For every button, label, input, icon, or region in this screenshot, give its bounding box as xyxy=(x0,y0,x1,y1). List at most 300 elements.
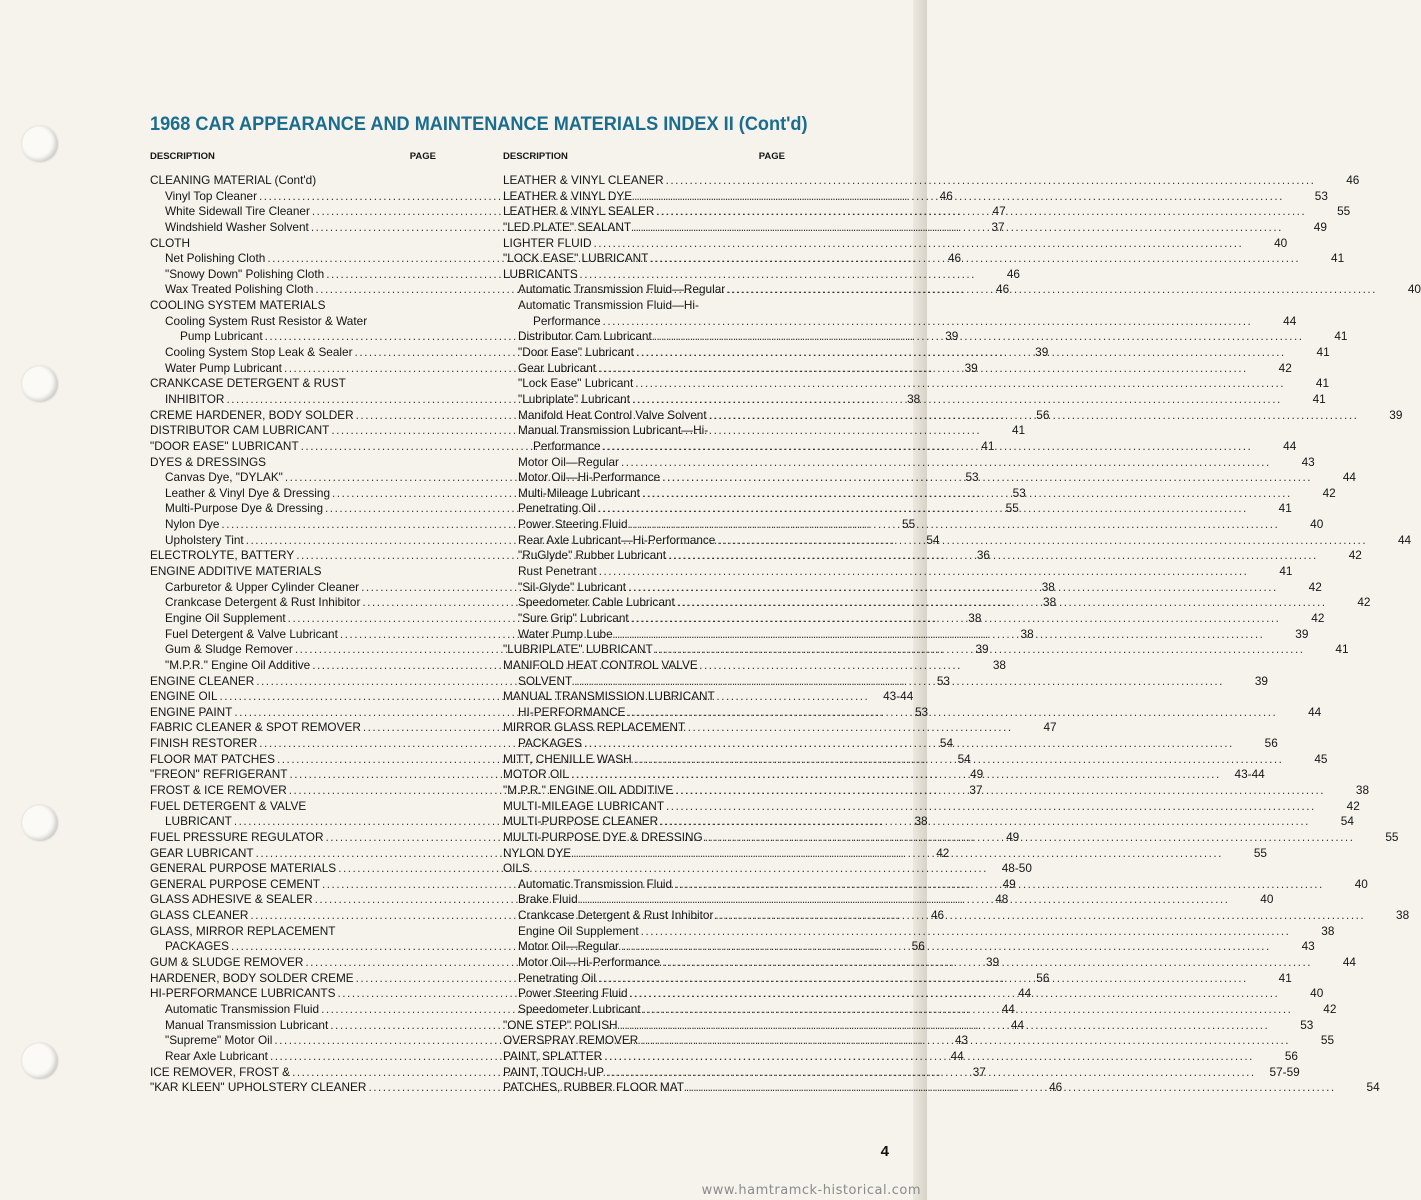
entry-page: 46 xyxy=(1006,266,1020,281)
entry-description: COOLING SYSTEM MATERIALS xyxy=(150,298,326,313)
dot-leader xyxy=(675,783,1325,799)
dot-leader xyxy=(598,971,1248,987)
entry-description: DYES & DRESSINGS xyxy=(150,454,267,469)
entry-description: Water Pump Lubricant xyxy=(165,360,282,375)
dot-leader xyxy=(677,595,1327,611)
entry-description: ENGINE PAINT xyxy=(150,704,233,719)
entry-page: 42 xyxy=(1346,798,1360,813)
entry-description: Power Steering Fluid xyxy=(518,517,628,532)
entry-page: 53 xyxy=(915,704,929,719)
dot-leader xyxy=(715,908,1365,924)
entry-description: "Door Ease" Lubricant xyxy=(518,345,634,360)
entry-description: White Sidewall Tire Cleaner xyxy=(165,204,310,219)
entry-page: 43 xyxy=(1301,454,1315,469)
index-entry xyxy=(150,236,440,252)
entry-page: 54 xyxy=(939,736,954,751)
index-entry xyxy=(150,314,440,330)
entry-page: 56 xyxy=(1264,736,1278,751)
entry-page: 57-59 xyxy=(1269,1064,1300,1079)
entry-description: Manual Transmission Lubricant—Hi- xyxy=(518,423,709,438)
entry-page: 56 xyxy=(1036,407,1050,422)
dot-leader xyxy=(666,173,1316,189)
entry-page: 45 xyxy=(1314,751,1328,766)
entry-page: 40 xyxy=(1310,986,1324,1001)
entry-description: LEATHER & VINYL DYE xyxy=(503,188,633,203)
entry-description: Multi-Mileage Lubricant xyxy=(518,485,640,500)
entry-page: 55 xyxy=(1385,829,1399,844)
binder-hole xyxy=(22,126,58,162)
entry-page: 44 xyxy=(1010,1017,1025,1032)
entry-description: Manual Transmission Lubricant xyxy=(165,1017,329,1032)
dot-leader xyxy=(615,627,1265,643)
entry-description: Automatic Transmission Fluid xyxy=(518,876,673,891)
entry-page: 44 xyxy=(1308,704,1322,719)
entry-description: FROST & ICE REMOVER xyxy=(150,782,287,797)
index-entry xyxy=(503,313,1297,330)
entry-page: 40 xyxy=(1407,282,1421,297)
entry-page: 43 xyxy=(1301,939,1315,954)
dot-leader xyxy=(571,767,1221,783)
entry-page: 38 xyxy=(1396,908,1410,923)
index-entry xyxy=(503,689,789,705)
entry-description: MIRROR GLASS REPLACEMENT xyxy=(503,720,686,735)
entry-description: FLOOR MAT PATCHES xyxy=(150,751,275,766)
entry-description: "Supreme" Motor Oil xyxy=(165,1033,273,1048)
entry-description: MULTI-MILEAGE LUBRICANT xyxy=(503,798,665,813)
entry-description: "KAR KLEEN" UPHOLSTERY CLEANER xyxy=(150,1080,367,1095)
entry-description: OILS xyxy=(503,861,530,876)
entry-description: Engine Oil Supplement xyxy=(518,923,639,938)
index-entry xyxy=(503,173,1360,189)
entry-description: "LUBRIPLATE" LUBRICANT xyxy=(503,642,653,657)
entry-description: Rear Axle Lubricant xyxy=(165,1048,268,1063)
entry-page: 42 xyxy=(1348,548,1362,563)
entry-page: 55 xyxy=(902,517,916,532)
dot-leader xyxy=(628,705,1278,721)
entry-description: "LED PLATE" SEALANT xyxy=(503,219,632,234)
entry-page: 48 xyxy=(995,892,1009,907)
entry-page: 40 xyxy=(1260,892,1274,907)
entry-page: 55 xyxy=(1337,204,1351,219)
page-header: PAGE xyxy=(758,151,785,162)
entry-description: ENGINE ADDITIVE MATERIALS xyxy=(150,564,322,579)
binder-hole xyxy=(22,1043,58,1079)
entry-page: 49 xyxy=(1002,876,1016,891)
entry-page: 39 xyxy=(975,642,989,657)
dot-leader xyxy=(717,533,1367,549)
entry-description: Manifold Heat Control Valve Solvent xyxy=(518,407,707,422)
entry-description: Crankcase Detergent & Rust Inhibitor xyxy=(165,595,361,610)
entry-description: Nylon Dye xyxy=(165,517,220,532)
watermark: www.hamtramck-historical.com xyxy=(701,1183,921,1198)
entry-page: 41 xyxy=(981,438,995,453)
entry-description: "Sure Grip" Lubricant xyxy=(518,610,629,625)
entry-description: CRANKCASE DETERGENT & RUST xyxy=(150,376,346,391)
entry-page: 42 xyxy=(936,845,950,860)
entry-description: PAINT, SPLATTER xyxy=(503,1048,603,1063)
column-header xyxy=(503,150,789,173)
entry-page: 49 xyxy=(1313,219,1327,234)
entry-page: 38 xyxy=(1020,626,1034,641)
entry-description: LIGHTER FLUID xyxy=(503,235,592,250)
entry-description: Fuel Detergent & Valve Lubricant xyxy=(165,626,338,641)
entry-description: LUBRICANT xyxy=(165,814,232,829)
entry-description: MITT, CHENILLE WASH xyxy=(503,751,632,766)
entry-page: 39 xyxy=(1035,345,1049,360)
entry-description: Water Pump Lube xyxy=(518,626,613,641)
entry-page: 36 xyxy=(976,548,990,563)
entry-page: 44 xyxy=(1283,438,1297,453)
entry-description: LEATHER & VINYL CLEANER xyxy=(503,173,664,187)
entry-description: CLEANING MATERIAL (Cont'd) xyxy=(150,173,317,187)
entry-description: Multi-Purpose Dye & Dressing xyxy=(165,501,324,516)
entry-page: 46 xyxy=(1049,1080,1063,1095)
entry-page: 53 xyxy=(936,673,950,688)
entry-page: 55 xyxy=(1253,845,1267,860)
entry-page: 39 xyxy=(1389,407,1403,422)
index-entry xyxy=(503,720,789,736)
entry-page: 46 xyxy=(930,908,945,923)
entry-description: "M.P.R." Engine Oil Additive xyxy=(165,657,311,672)
dot-leader xyxy=(660,814,1310,830)
index-entry xyxy=(503,923,1335,940)
entry-description: Speedometer Cable Lubricant xyxy=(518,595,675,610)
entry-description: Penetrating Oil xyxy=(518,970,597,985)
entry-description: PACKAGES xyxy=(518,736,583,751)
entry-description: MANIFOLD HEAT CONTROL VALVE xyxy=(503,657,698,672)
entry-description: SOLVENT xyxy=(518,673,573,688)
entry-description: NYLON DYE xyxy=(503,845,572,860)
dot-leader xyxy=(631,611,1281,627)
entry-description: GLASS CLEANER xyxy=(150,908,249,923)
entry-description: "LOCK EASE" LUBRICANT xyxy=(503,251,649,266)
entry-description: LEATHER & VINYL SEALER xyxy=(503,204,655,219)
dot-leader xyxy=(656,204,1306,220)
entry-page: 56 xyxy=(911,939,925,954)
entry-description: PACKAGES xyxy=(165,939,230,954)
entry-page: 44 xyxy=(1018,986,1032,1001)
entry-description: "Lubriplate" Lubricant xyxy=(518,391,630,406)
entry-description: ENGINE CLEANER xyxy=(150,673,255,688)
description-header: DESCRIPTION xyxy=(503,151,568,162)
dot-leader xyxy=(668,548,1318,564)
entry-description: Vinyl Top Cleaner xyxy=(165,188,258,203)
dot-leader xyxy=(594,236,1244,252)
index-entry xyxy=(150,298,440,314)
entry-page: 41 xyxy=(1335,642,1349,657)
entry-page: 40 xyxy=(1310,517,1324,532)
dot-leader xyxy=(674,877,1324,893)
entry-page: 44 xyxy=(1001,1001,1015,1016)
entry-description: Canvas Dye, "DYLAK" xyxy=(165,470,283,485)
dot-leader xyxy=(727,282,1377,298)
index-entry xyxy=(503,861,789,877)
entry-page: 40 xyxy=(1354,876,1368,891)
entry-page: 53 xyxy=(1314,188,1328,203)
index-entry xyxy=(503,423,789,439)
entry-page: 40 xyxy=(1274,235,1288,250)
dot-leader xyxy=(603,439,1253,455)
entry-description: DISTRIBUTOR CAM LUBRICANT xyxy=(150,423,330,438)
entry-page: 56 xyxy=(1036,970,1050,985)
entry-description: Rust Penetrant xyxy=(518,564,597,579)
entry-page: 39 xyxy=(964,360,978,375)
entry-description: GLASS, MIRROR REPLACEMENT xyxy=(150,923,336,938)
entry-page: 41 xyxy=(1278,501,1292,516)
entry-page: 41 xyxy=(1334,329,1348,344)
entry-description: FINISH RESTORER xyxy=(150,736,258,751)
index-entry xyxy=(503,564,1293,580)
entry-description: Cooling System Stop Leak & Sealer xyxy=(165,345,353,360)
entry-page: 41 xyxy=(1331,251,1345,266)
entry-page: 38 xyxy=(907,391,921,406)
entry-description: MULTI-PURPOSE CLEANER xyxy=(503,814,659,829)
entry-description: Gear Lubricant xyxy=(518,360,597,375)
entry-description: "ONE STEP" POLISH xyxy=(503,1017,618,1032)
dot-leader xyxy=(643,1002,1293,1018)
index-entry xyxy=(503,267,789,283)
entry-page: 41 xyxy=(1312,391,1326,406)
entry-description: PATCHES, RUBBER FLOOR MAT xyxy=(503,1080,684,1095)
entry-description: Windshield Washer Solvent xyxy=(165,219,309,234)
entry-description: Upholstery Tint xyxy=(165,532,244,547)
entry-description: CREME HARDENER, BODY SOLDER xyxy=(150,407,354,422)
dot-leader xyxy=(620,1018,1270,1034)
entry-page: 38 xyxy=(914,814,928,829)
dot-leader xyxy=(642,486,1292,502)
entry-page: 44 xyxy=(1342,470,1356,485)
page-header: PAGE xyxy=(409,151,436,162)
index-entry xyxy=(150,376,440,392)
dot-leader xyxy=(599,564,1249,580)
dot-leader xyxy=(632,392,1282,408)
entry-page: 39 xyxy=(945,329,959,344)
entry-description: Automatic Transmission Fluid xyxy=(165,1001,320,1016)
entry-page: 42 xyxy=(1311,610,1325,625)
entry-description: Leather & Vinyl Dye & Dressing xyxy=(165,485,331,500)
dot-leader xyxy=(598,361,1248,377)
dot-leader xyxy=(635,376,1285,392)
entry-description: GLASS ADHESIVE & SEALER xyxy=(150,892,313,907)
entry-page: 54 xyxy=(1366,1080,1380,1095)
entry-description: Speedometer Lubricant xyxy=(518,1001,641,1016)
entry-description: Cooling System Rust Resistor & Water xyxy=(165,313,368,328)
dot-leader xyxy=(630,517,1280,533)
page-title: 1968 CAR APPEARANCE AND MAINTENANCE MATERIALS INDEX II (Cont'd) xyxy=(150,113,808,135)
dot-leader xyxy=(705,830,1355,846)
entry-page: 38 xyxy=(1041,579,1055,594)
entry-page: 54 xyxy=(1340,814,1354,829)
dot-leader xyxy=(655,642,1305,658)
entry-page: 41 xyxy=(1315,376,1330,391)
dot-leader xyxy=(650,251,1300,267)
index-entry xyxy=(150,799,440,815)
entry-description: Engine Oil Supplement xyxy=(165,610,286,625)
dot-leader xyxy=(640,1033,1290,1049)
entry-page: 38 xyxy=(1355,782,1370,797)
dot-leader xyxy=(636,345,1286,361)
entry-description: HARDENER, BODY SOLDER CREME xyxy=(150,970,354,985)
dot-leader xyxy=(628,580,1278,596)
entry-description: FUEL PRESSURE REGULATOR xyxy=(150,829,324,844)
entry-page: 37 xyxy=(969,782,983,797)
entry-page: 48-50 xyxy=(1001,861,1032,876)
dot-leader xyxy=(584,736,1234,752)
entry-page: 42 xyxy=(1322,485,1336,500)
entry-page: 55 xyxy=(1005,501,1019,516)
dot-leader xyxy=(666,799,1316,815)
entry-page: 38 xyxy=(992,657,1006,672)
entry-description: CLOTH xyxy=(150,235,190,250)
binder-hole xyxy=(22,805,58,841)
entry-page: 39 xyxy=(1295,626,1309,641)
entry-page: 43-44 xyxy=(883,689,914,704)
dot-leader xyxy=(580,892,1230,908)
entry-description: FABRIC CLEANER & SPOT REMOVER xyxy=(150,720,361,735)
entry-page: 42 xyxy=(1323,1001,1337,1016)
entry-description: Carburetor & Upper Cylinder Cleaner xyxy=(165,579,360,594)
entry-page: 41 xyxy=(1278,970,1292,985)
entry-page: 44 xyxy=(950,1048,964,1063)
entry-description: Automatic Transmission Fluid—Regular xyxy=(518,282,726,297)
entry-page: 55 xyxy=(1320,1033,1335,1048)
entry-page: 42 xyxy=(1278,360,1292,375)
entry-page: 44 xyxy=(1283,313,1297,328)
entry-description: Performance xyxy=(533,438,601,453)
entry-description: Motor Oil—Hi-Performance xyxy=(518,470,661,485)
entry-description: "M.P.R." ENGINE OIL ADDITIVE xyxy=(503,782,674,797)
entry-description: "Sil-Glyde" Lubricant xyxy=(518,579,627,594)
entry-description: ELECTROLYTE, BATTERY xyxy=(150,548,295,563)
entry-page: 41 xyxy=(1012,423,1026,438)
entry-description: "RuGlyde" Rubber Lubricant xyxy=(518,548,667,563)
dot-leader xyxy=(621,455,1271,471)
entry-page: 53 xyxy=(965,470,979,485)
entry-description: INHIBITOR xyxy=(165,391,225,406)
entry-description: Motor Oil—Regular xyxy=(518,939,619,954)
entry-description: GEAR LUBRICANT xyxy=(150,845,254,860)
index-entry xyxy=(503,454,1315,471)
entry-description: MANUAL TRANSMISSION LUBRICANT xyxy=(503,689,715,704)
entry-description: Wax Treated Polishing Cloth xyxy=(165,282,314,297)
dot-leader xyxy=(633,220,1283,236)
entry-description: Rear Axle Lubricant—Hi-Performance xyxy=(518,532,716,547)
dot-leader xyxy=(574,674,1224,690)
index-entry xyxy=(503,798,1360,815)
entry-description: Performance xyxy=(533,313,601,328)
entry-page: 53 xyxy=(1012,485,1026,500)
entry-page: 42 xyxy=(1308,579,1322,594)
index-entry xyxy=(150,455,440,471)
entry-description: ICE REMOVER, FROST & xyxy=(150,1064,291,1079)
entry-description: FUEL DETERGENT & VALVE xyxy=(150,798,307,813)
dot-leader xyxy=(606,1065,1256,1081)
entry-description: Net Polishing Cloth xyxy=(165,251,266,266)
entry-description: Power Steering Fluid xyxy=(518,986,628,1001)
dot-leader xyxy=(621,939,1271,955)
entry-description: "Lock Ease" Lubricant xyxy=(518,376,634,391)
dot-leader xyxy=(630,986,1280,1002)
dot-leader xyxy=(654,329,1304,345)
page-number: 4 xyxy=(880,1143,889,1160)
entry-page: 41 xyxy=(1279,564,1293,579)
entry-description: MOTOR OIL xyxy=(503,767,569,782)
entry-description: Motor Oil—Hi-Performance xyxy=(518,955,661,970)
entry-description: Gum & Sludge Remover xyxy=(165,642,293,657)
entry-description: Pump Lubricant xyxy=(180,329,263,344)
entry-description: PAINT, TOUCH-UP xyxy=(503,1064,604,1079)
index-entry xyxy=(503,658,789,674)
entry-page: 47 xyxy=(992,204,1006,219)
entry-description: GENERAL PURPOSE MATERIALS xyxy=(150,861,337,876)
entry-description: MULTI-PURPOSE DYE & DRESSING xyxy=(503,829,703,844)
dot-leader xyxy=(662,955,1312,971)
entry-page: 54 xyxy=(926,532,940,547)
entry-description: HI-PERFORMANCE LUBRICANTS xyxy=(150,986,336,1001)
entry-page: 38 xyxy=(968,610,982,625)
dot-leader xyxy=(634,752,1284,768)
index-entry xyxy=(150,564,440,580)
entry-description: Crankcase Detergent & Rust Inhibitor xyxy=(518,908,714,923)
index-entry xyxy=(503,235,1288,252)
entry-page: 44 xyxy=(1397,532,1412,547)
index-entry xyxy=(503,376,1330,392)
dot-leader xyxy=(603,314,1253,330)
entry-page: 46 xyxy=(947,251,962,266)
entry-description: "Snowy Down" Polishing Cloth xyxy=(165,266,325,281)
entry-description: Distributor Cam Lubricant xyxy=(518,329,652,344)
entry-page: 37 xyxy=(991,219,1005,234)
index-entry xyxy=(150,924,440,940)
entry-description: "FREON" REFRIGERANT xyxy=(150,767,288,782)
entry-page: 38 xyxy=(1321,923,1335,938)
entry-description: OVERSPRAY REMOVER xyxy=(503,1033,639,1048)
entry-description: HI-PERFORMANCE xyxy=(518,704,626,719)
index-entry xyxy=(150,173,440,189)
entry-page: 39 xyxy=(986,955,1000,970)
entry-description: "DOOR EASE" LUBRICANT xyxy=(150,438,299,453)
entry-page: 53 xyxy=(1300,1017,1314,1032)
dot-leader xyxy=(686,1080,1336,1096)
dot-leader xyxy=(604,1049,1254,1065)
entry-description: Motor Oil—Regular xyxy=(518,454,619,469)
entry-page: 43 xyxy=(955,1033,969,1048)
entry-page: 38 xyxy=(1043,595,1057,610)
column-header xyxy=(150,150,440,173)
entry-description: GENERAL PURPOSE CEMENT xyxy=(150,876,320,891)
dot-leader xyxy=(709,408,1359,424)
entry-page: 42 xyxy=(1357,595,1371,610)
entry-page: 37 xyxy=(972,1064,986,1079)
index-entry xyxy=(503,298,789,314)
entry-page: 39 xyxy=(1254,673,1268,688)
binder-hole xyxy=(22,366,58,402)
entry-page: 49 xyxy=(970,767,984,782)
entry-description: GUM & SLUDGE REMOVER xyxy=(150,955,304,970)
description-header: DESCRIPTION xyxy=(150,151,215,162)
entry-page: 56 xyxy=(1284,1048,1298,1063)
dot-leader xyxy=(641,924,1291,940)
dot-leader xyxy=(598,501,1248,517)
entry-description: Penetrating Oil xyxy=(518,501,597,516)
entry-page: 44 xyxy=(1342,955,1356,970)
entry-description: Automatic Transmission Fluid—Hi- xyxy=(518,298,699,313)
entry-page: 43-44 xyxy=(1234,767,1265,782)
entry-page: 46 xyxy=(939,188,953,203)
dot-leader xyxy=(662,470,1312,486)
entry-description: Brake Fluid xyxy=(518,892,578,907)
dot-leader xyxy=(573,846,1223,862)
